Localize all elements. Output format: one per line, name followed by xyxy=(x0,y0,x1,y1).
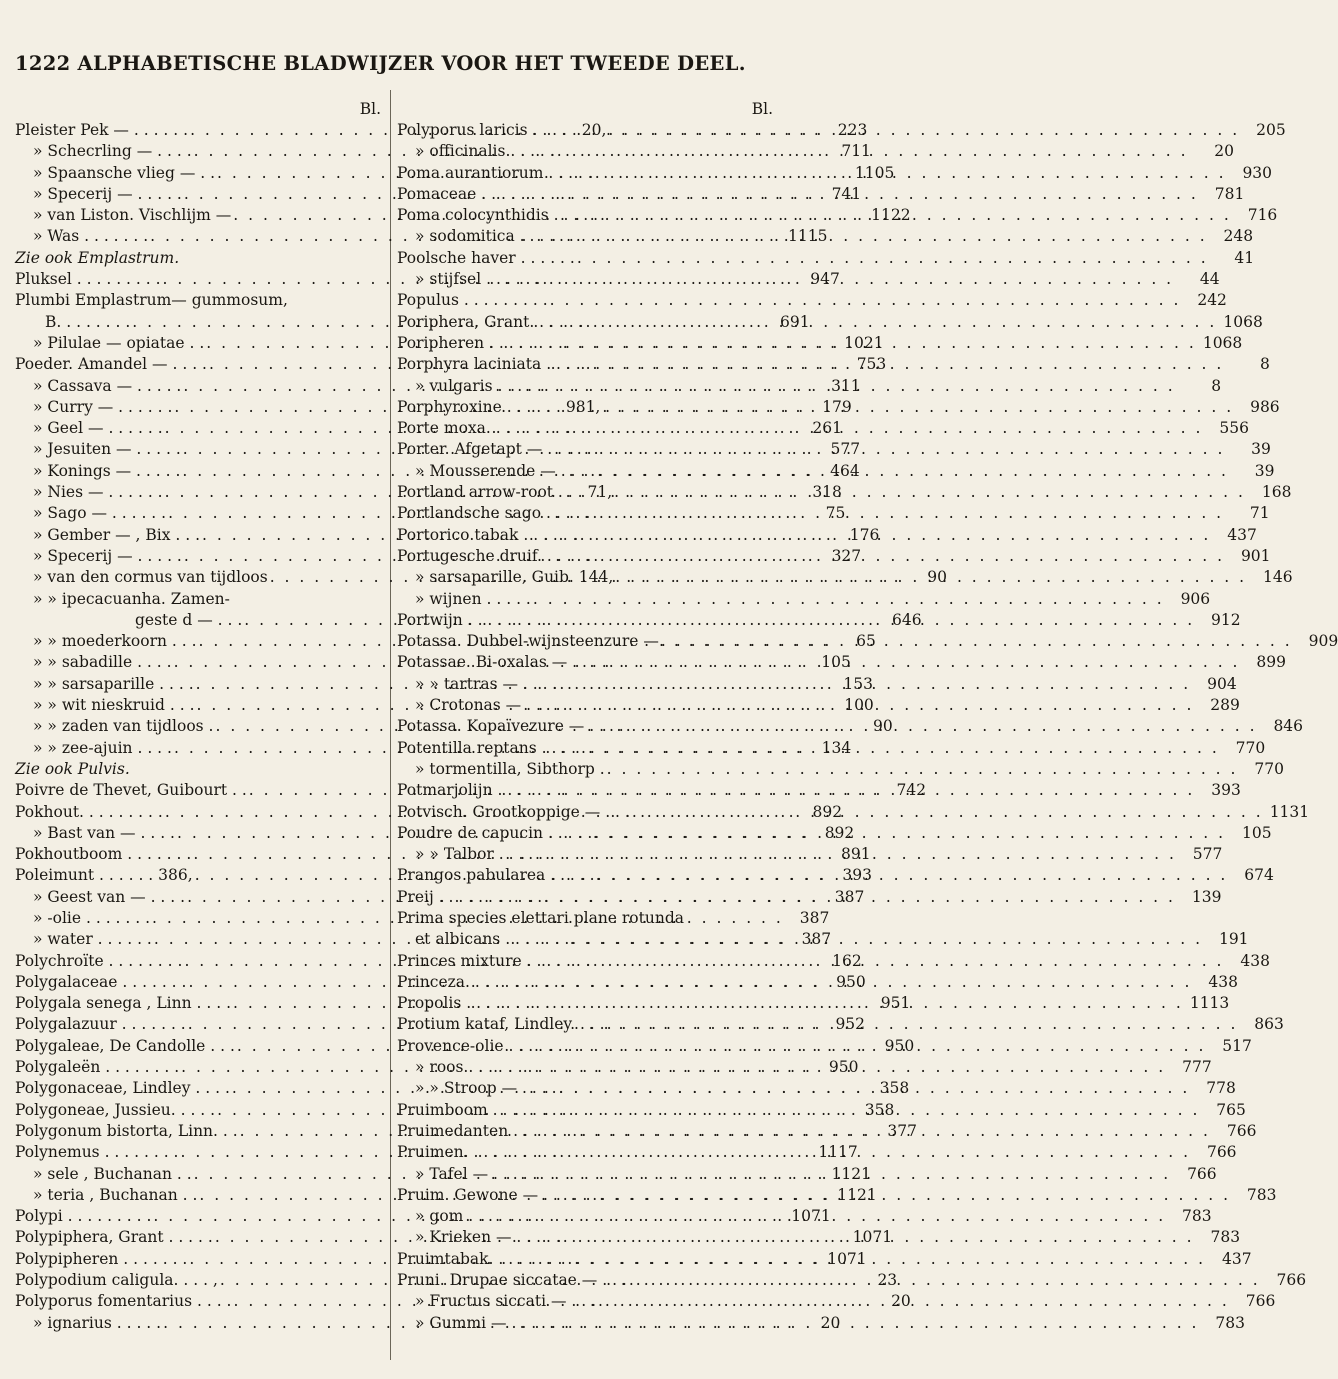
index-entry xyxy=(15,759,387,780)
entry-page-number: 517 xyxy=(1222,1036,1252,1055)
entry-page-number: 437 xyxy=(1227,525,1257,544)
entry-page-number: 766 xyxy=(1245,1292,1276,1311)
entry-page-number: 387 xyxy=(834,887,865,906)
entry-page-number: 179 xyxy=(822,397,852,416)
index-entry xyxy=(397,290,1227,311)
entry-text: » van Liston. Vischlijm — xyxy=(33,206,232,225)
entry-page-number: 387 xyxy=(801,930,832,949)
entry-text: Porphyra laciniata . . . . . xyxy=(397,355,591,374)
entry-text: Pomaceae . . . . . . . . . xyxy=(397,184,566,203)
entry-page-number: 716 xyxy=(1247,206,1278,225)
entry-text: Pruimedanten . . . . . . . xyxy=(397,1121,578,1140)
leader-dots xyxy=(569,929,1202,950)
leader-dots xyxy=(598,205,1231,226)
leader-dots xyxy=(591,951,1224,972)
entry-page-number: 950 xyxy=(836,972,866,991)
entry-text: B. . . . . . . . xyxy=(45,312,131,331)
entry-page-number: 1117 xyxy=(818,1143,858,1162)
entry-page-number: 753 xyxy=(856,355,887,374)
entry-page-number: 464 xyxy=(830,461,860,480)
index-entry xyxy=(397,589,1211,610)
entry-text: Poripheren . . . . . . . . xyxy=(397,333,563,352)
entry-page-number: 358 xyxy=(864,1100,895,1119)
entry-text: » » Stroop — . . . . xyxy=(415,1079,557,1098)
entry-text: Portland arrow-root . . . 71, xyxy=(397,483,613,502)
leader-dots xyxy=(563,333,1196,354)
entry-text: » Gember — , Bix . . . xyxy=(33,525,201,544)
entry-text: » Bast van — . . . . xyxy=(33,823,175,842)
entry-page-number: 90 xyxy=(873,717,893,736)
entry-page-number: 327 xyxy=(831,546,862,565)
entry-text: Pruimtabak. . . . . . . . . xyxy=(397,1249,573,1268)
index-entry xyxy=(397,759,1284,780)
entry-page-number: 899 xyxy=(1256,653,1286,672)
entry-page-number: 766 xyxy=(1187,1164,1217,1183)
leader-dots xyxy=(612,482,1245,503)
entry-text: Princeza. . . . . . . . . . xyxy=(397,972,559,991)
entry-text: » roos . . . . . . . xyxy=(415,1058,533,1077)
entry-page-number: 289 xyxy=(1210,696,1240,715)
leader-dots xyxy=(627,1270,1260,1291)
leader-dots xyxy=(606,120,1239,141)
leader-dots xyxy=(600,397,1233,418)
entry-text: geste d — . . . xyxy=(135,610,243,629)
entry-text: Zie ook Pulvis. xyxy=(15,759,130,778)
entry-text: » sele , Buchanan . . xyxy=(33,1164,192,1183)
entry-text: » » wit nieskruid . . . xyxy=(33,696,195,715)
entry-text: Potmarjolijn . . . . . . . xyxy=(397,781,562,800)
entry-page-number: 1122 xyxy=(871,206,911,225)
entry-page-number: 986 xyxy=(1250,397,1280,416)
entry-text: Prangos pabularea . . . . . xyxy=(397,866,595,885)
entry-text: Pruimboom . . . . . . . . xyxy=(397,1100,567,1119)
entry-text: Pluksel . . . . . . . . . xyxy=(15,270,161,289)
entry-page-number: 311 xyxy=(831,376,861,395)
entry-text: Polypi . . . . . . . . . xyxy=(15,1207,152,1226)
leader-dots xyxy=(548,290,1181,311)
entry-page-number: 892 xyxy=(812,802,843,821)
entry-page-number: 1113 xyxy=(1189,994,1230,1013)
entry-page-number: 909 xyxy=(1308,632,1338,651)
entry-page-number: 248 xyxy=(1223,227,1254,246)
entry-text: » wijnen . . . . . xyxy=(415,589,531,608)
entry-text: Protium kataf, Lindley. . . . xyxy=(397,1015,605,1034)
leader-dots xyxy=(605,759,1238,780)
entry-page-number: 766 xyxy=(1206,1143,1237,1162)
entry-text: » Nies — . . . . . . xyxy=(33,483,163,502)
entry-page-number: 711 xyxy=(841,142,871,161)
entry-text: Portorico tabak . . . . . . xyxy=(397,525,578,544)
entry-text: Preij . . . . . . . . . . . xyxy=(397,887,543,906)
entry-page-number: 783 xyxy=(1215,1313,1245,1332)
entry-text: Poolsche haver . . . . . . xyxy=(397,248,575,267)
entry-page-number: 951 xyxy=(880,994,911,1013)
entry-text: Polygonum bistorta, Linn. . . xyxy=(15,1121,238,1140)
entry-page-number: 950 xyxy=(884,1036,915,1055)
entry-page-number: 1068 xyxy=(1223,312,1263,331)
entry-text: Poivre de Thevet, Guibourt . . xyxy=(15,781,247,800)
entry-text: » gom . . . . . . . xyxy=(415,1207,533,1226)
leader-dots xyxy=(595,461,1228,482)
entry-text: Polygonaceae, Lindley . . . . xyxy=(15,1079,230,1098)
leader-dots xyxy=(570,418,1203,439)
entry-page-number: 1105 xyxy=(854,163,895,182)
entry-page-number: 139 xyxy=(1191,887,1222,906)
leader-dots xyxy=(561,1227,1194,1248)
entry-page-number: 912 xyxy=(1211,610,1241,629)
entry-text: Polygaleae, De Candolle . . . xyxy=(15,1036,235,1055)
entry-text: » Krieken — . . . . . xyxy=(415,1228,561,1247)
leader-dots xyxy=(542,376,1175,397)
entry-text: Polygalaceae . . . . . . . xyxy=(15,972,187,991)
leader-dots xyxy=(584,312,1217,333)
entry-page-number: 39 xyxy=(1251,440,1271,459)
entry-text: » Sago — . . . . . . xyxy=(33,504,167,523)
entry-page-number: 44 xyxy=(1199,270,1220,289)
entry-page-number: 892 xyxy=(824,823,855,842)
leader-dots xyxy=(624,716,1257,737)
entry-text: Populus . . . . . . . . . xyxy=(397,291,548,310)
entry-page-number: 765 xyxy=(1216,1100,1246,1119)
entry-page-number: 41 xyxy=(1234,248,1255,267)
entry-text: » Konings — . . . . . xyxy=(33,461,181,480)
index-entry xyxy=(15,290,387,311)
entry-text: » Pilulae — opiatae . . xyxy=(33,333,205,352)
leader-dots xyxy=(590,503,1223,524)
leader-dots xyxy=(577,1121,1210,1142)
entry-text: » Geel — . . . . . . xyxy=(33,419,163,438)
entry-text: » Crotonas — . . . . xyxy=(415,696,561,715)
entry-page-number: 393 xyxy=(842,866,872,885)
leader-dots xyxy=(586,738,1219,759)
entry-page-number: 952 xyxy=(835,1015,866,1034)
entry-page-number: 577 xyxy=(1192,845,1223,864)
entry-text: Poeder. Amandel — . . . . xyxy=(15,355,207,374)
left-column-header xyxy=(15,100,387,120)
entry-text: » Schecrling — . . . . xyxy=(33,142,192,161)
entry-text: » Mousserende — . . . . xyxy=(415,461,596,480)
entry-text: Princes mixture . . . . . . . xyxy=(397,951,591,970)
entry-page-number: 947 xyxy=(810,270,840,289)
leader-dots xyxy=(557,1142,1190,1163)
entry-text: » sarsaparille, Guib. 144, xyxy=(415,568,614,587)
entry-page-number: 1071 xyxy=(827,1249,867,1268)
entry-text: Polypipheren . . . . . . . xyxy=(15,1249,188,1268)
leader-dots xyxy=(575,248,1208,269)
entry-page-number: 778 xyxy=(1206,1079,1236,1098)
entry-text: Provence-olie . . . . . . . xyxy=(397,1036,573,1055)
entry-text: Porter. Afgetapt — . . . . . xyxy=(397,440,592,459)
leader-dots xyxy=(613,567,1246,588)
leader-dots xyxy=(630,802,1263,823)
entry-page-number: 1121 xyxy=(831,1164,871,1183)
entry-text: Pleister Pek — . . . . . . xyxy=(15,121,189,139)
entry-page-number: 646 xyxy=(892,610,922,629)
entry-page-number: 8 xyxy=(1211,376,1222,395)
entry-text: » Fructus siccati — . . . xyxy=(415,1292,597,1311)
index-entry xyxy=(15,589,387,610)
entry-page-number: 39 xyxy=(1254,461,1275,480)
leader-dots xyxy=(574,226,1207,247)
entry-text: Portugesche druif. . . . . . xyxy=(397,546,592,565)
page-column-label: Bl. xyxy=(751,100,773,118)
entry-page-number: 20 xyxy=(820,1313,841,1332)
entry-page-number: 205 xyxy=(1256,121,1286,139)
entry-text: » officinalis . . . . . xyxy=(415,142,555,161)
entry-text: » » zee-ajuin . . . . xyxy=(33,738,172,757)
entry-text: Polyporus fomentarius . . . . xyxy=(15,1292,232,1311)
entry-page-number: 223 xyxy=(837,121,868,139)
entry-page-number: 71 xyxy=(1249,504,1270,523)
entry-page-number: 846 xyxy=(1273,717,1304,736)
entry-text: » vulgaris . . . . . xyxy=(415,376,542,395)
entry-text: » Was . . . . . . . xyxy=(33,227,149,246)
entry-page-number: 377 xyxy=(887,1121,917,1140)
entry-text: » Specerij — . . . . . xyxy=(33,184,182,203)
entry-page-number: 1121 xyxy=(837,1185,877,1204)
entry-page-number: 891 xyxy=(841,845,871,864)
leader-dots xyxy=(592,823,1225,844)
entry-page-number: 674 xyxy=(1244,866,1274,885)
leader-dots xyxy=(597,1185,1230,1206)
entry-text: Pokhoutboom . . . . . . . xyxy=(15,845,192,864)
entry-page-number: 741 xyxy=(831,184,862,203)
leader-dots xyxy=(561,695,1194,716)
leader-dots xyxy=(555,141,1188,162)
entry-page-number: 358 xyxy=(879,1079,910,1098)
index-entry xyxy=(15,248,387,269)
leader-dots xyxy=(557,1078,1190,1099)
entry-page-number: 261 xyxy=(812,419,842,438)
entry-text: Polychroïte . . . . . . . . xyxy=(15,951,183,970)
entry-text: Prima species elettari plane rotunda xyxy=(397,908,684,927)
entry-page-number: 930 xyxy=(1242,163,1273,182)
entry-text: Porphyroxine . . . . . . 981, xyxy=(397,397,601,416)
entry-page-number: 318 xyxy=(812,483,842,502)
entry-text: Polygoneae, Jussieu. . . . . xyxy=(15,1100,216,1119)
entry-page-number: 242 xyxy=(1197,291,1227,310)
entry-text: Propolis . . . . . . . . . xyxy=(397,994,550,1013)
leader-dots xyxy=(543,844,1176,865)
entry-page-number: 191 xyxy=(1218,930,1249,949)
entry-text: Plumbi Emplastrum— gummosum, xyxy=(15,291,288,310)
entry-text: » Cassava — . . . . . xyxy=(33,376,182,395)
entry-page-number: 770 xyxy=(1235,738,1266,757)
entry-text: » Gummi — . . . . . . xyxy=(415,1313,566,1332)
leader-dots xyxy=(566,1313,1199,1334)
entry-page-number: 437 xyxy=(1221,1249,1252,1268)
leader-dots xyxy=(592,439,1225,460)
entry-text: » » ipecacuanha. Zamen- xyxy=(33,589,230,608)
entry-text: Polynemus . . . . . . . . xyxy=(15,1143,179,1162)
entry-text: Potentilla reptans . . . . . xyxy=(397,738,586,757)
index-entry xyxy=(397,248,1255,269)
entry-text: Potassa. Dubbel-wijnsteenzure — xyxy=(397,632,659,651)
entry-page-number: 153 xyxy=(843,674,873,693)
entry-text: » Curry — . . . . . . xyxy=(33,397,173,416)
entry-text: Zie ook Emplastrum. xyxy=(15,248,180,267)
entry-page-number: 100 xyxy=(844,696,874,715)
entry-page-number: 438 xyxy=(1240,951,1270,970)
entry-text: » van den cormus van tijdloos xyxy=(33,568,268,587)
entry-page-number: 577 xyxy=(830,440,861,459)
leader-dots xyxy=(542,887,1175,908)
page-column-label: Bl. xyxy=(359,100,381,118)
leader-dots xyxy=(595,865,1228,886)
entry-page-number: 75 xyxy=(825,504,846,523)
entry-text: Poma colocynthidis . . . . . xyxy=(397,206,598,225)
leader-dots xyxy=(559,972,1192,993)
entry-text: Potassa. Kopaïvezure — . . . . xyxy=(397,717,624,736)
entry-text: » » moederkoorn . . . xyxy=(33,632,197,651)
entry-page-number: 105 xyxy=(821,653,851,672)
entry-text: » water . . . . . . xyxy=(33,930,152,949)
index-entry xyxy=(397,908,779,929)
entry-text: » teria , Buchanan . . xyxy=(33,1185,198,1204)
entry-text: » ignarius . . . . . xyxy=(33,1313,162,1332)
entry-page-number: 1071 xyxy=(852,1228,893,1247)
entry-page-number: 556 xyxy=(1219,419,1249,438)
entry-text: » sodomitica . . . . . . xyxy=(415,227,574,246)
entry-page-number: 906 xyxy=(1180,589,1211,608)
entry-page-number: 783 xyxy=(1246,1185,1277,1204)
entry-page-number: 8 xyxy=(1259,355,1270,374)
leader-dots xyxy=(596,1291,1229,1312)
entry-page-number: 23 xyxy=(877,1271,898,1290)
entry-text: Poriphera, Grant. . . . . . xyxy=(397,312,584,331)
entry-page-number: 1068 xyxy=(1202,333,1243,352)
entry-text: Potvisch. Grootkoppige — . . . xyxy=(397,802,630,821)
entry-text: Pruimen. . . . . . . . . . xyxy=(397,1143,558,1162)
entry-text: Poma aurantiorum . . . . . xyxy=(397,163,593,182)
entry-text: Portlandsche sago . . . . . xyxy=(397,504,591,523)
leader-dots xyxy=(659,631,1292,652)
entry-page-number: 134 xyxy=(821,738,852,757)
entry-text: » Tafel — . . . . . xyxy=(415,1164,538,1183)
entry-page-number: 65 xyxy=(856,632,876,651)
entry-text: » Jesuiten — . . . . . xyxy=(33,440,181,459)
leader-dots xyxy=(532,1206,1165,1227)
entry-text: » stijfsel . . . . . . xyxy=(415,270,541,289)
entry-text: » » tartras — . . . . xyxy=(415,674,558,693)
entry-text: Pruni. Drupae siccatae — . . . xyxy=(397,1271,627,1290)
leader-dots xyxy=(562,780,1195,801)
entry-page-number: 90 xyxy=(927,568,947,587)
leader-dots xyxy=(537,1164,1170,1185)
leader-dots xyxy=(561,610,1194,631)
leader-dots xyxy=(578,525,1211,546)
leader-dots xyxy=(550,993,1183,1014)
entry-text: » » sarsaparille . . . . xyxy=(33,674,194,693)
leader-dots xyxy=(565,184,1198,205)
entry-page-number: 438 xyxy=(1208,972,1238,991)
entry-text: » » zaden van tijdloos . xyxy=(33,717,214,736)
leader-dots xyxy=(607,652,1240,673)
entry-text: Pokhout. . . . . . . . . xyxy=(15,802,163,821)
entry-text: » » Talbor . . . . . xyxy=(415,845,544,864)
entry-page-number: 901 xyxy=(1240,546,1271,565)
leader-dots xyxy=(591,546,1224,567)
leader-dots xyxy=(605,1014,1238,1035)
entry-page-number: 863 xyxy=(1254,1015,1284,1034)
entry-page-number: 393 xyxy=(1211,781,1241,800)
entry-page-number: 783 xyxy=(1182,1207,1212,1226)
entry-page-number: 770 xyxy=(1254,759,1284,778)
entry-page-number: 742 xyxy=(896,781,927,800)
entry-text: Porte moxa. . . . . . . . . xyxy=(397,419,570,438)
entry-page-number: 781 xyxy=(1214,184,1245,203)
entry-page-number: 904 xyxy=(1207,674,1237,693)
entry-page-number: 1021 xyxy=(844,333,884,352)
entry-page-number: 146 xyxy=(1263,568,1293,587)
entry-page-number: 387 xyxy=(799,908,830,927)
entry-page-number: 950 xyxy=(828,1058,859,1077)
entry-page-number: 766 xyxy=(1276,1271,1307,1290)
entry-text: Polypiphera, Grant . . . . . xyxy=(15,1228,213,1247)
entry-text: Polygalazuur . . . . . . . xyxy=(15,1015,186,1034)
entry-page-number: 20 xyxy=(1214,142,1235,161)
entry-page-number: 105 xyxy=(1242,823,1272,842)
entry-text: Pruim. Gewone — . . . . . . xyxy=(397,1185,598,1204)
entry-page-number: 168 xyxy=(1261,483,1292,502)
entry-page-number: 691 xyxy=(780,312,810,331)
entry-text: » » sabadille . . . . xyxy=(33,653,172,672)
entry-text: Polygala senega , Linn . . . . xyxy=(15,994,231,1013)
entry-page-number: 1071 xyxy=(791,1207,831,1226)
entry-text: » Geest van — . . . . xyxy=(33,887,186,906)
entry-page-number: 783 xyxy=(1210,1228,1241,1247)
entry-page-number: 162 xyxy=(832,951,862,970)
entry-page-number: 1131 xyxy=(1269,802,1310,821)
leader-dots xyxy=(531,589,1164,610)
leader-dots xyxy=(557,674,1190,695)
entry-page-number: 20 xyxy=(891,1292,911,1311)
page-header: 1222 ALPHABETISCHE BLADWIJZER VOOR HET TWEEDE DEEL. xyxy=(15,52,746,75)
leader-dots xyxy=(572,1249,1205,1270)
leader-dots xyxy=(532,1057,1165,1078)
entry-page-number: 777 xyxy=(1182,1058,1212,1077)
entry-text: » -olie . . . . . . . xyxy=(33,908,151,927)
leader-dots xyxy=(567,1100,1200,1121)
entry-text: Polygaleën . . . . . . . . xyxy=(15,1058,180,1077)
entry-text: » Spaansche vlieg — . . xyxy=(33,163,216,182)
entry-text: Poleimunt . . . . . . 386, xyxy=(15,866,193,885)
entry-text: » tormentilla, Sibthorp . xyxy=(415,759,605,778)
entry-text: Potassae. Bi-oxalas — . . . . xyxy=(397,653,607,672)
entry-page-number: 1115 xyxy=(788,227,828,246)
entry-text: » Specerij — . . . . . xyxy=(33,546,182,565)
leader-dots xyxy=(540,269,1173,290)
leader-dots xyxy=(573,1036,1206,1057)
entry-text: et albicans . . . . . . . xyxy=(415,930,570,949)
entry-text: Polypodium caligula. . . . , xyxy=(15,1271,218,1290)
leader-dots xyxy=(591,354,1224,375)
right-column-header xyxy=(397,100,779,120)
entry-page-number: 766 xyxy=(1226,1121,1257,1140)
leader-dots xyxy=(593,163,1226,184)
entry-page-number: 176 xyxy=(849,525,880,544)
entry-text: Poudre de capucin . . . . . xyxy=(397,823,593,842)
entry-text: Portwijn . . . . . . . . . . xyxy=(397,610,562,629)
entry-text: Polyporus laricis . . . . . 20, xyxy=(397,121,607,139)
